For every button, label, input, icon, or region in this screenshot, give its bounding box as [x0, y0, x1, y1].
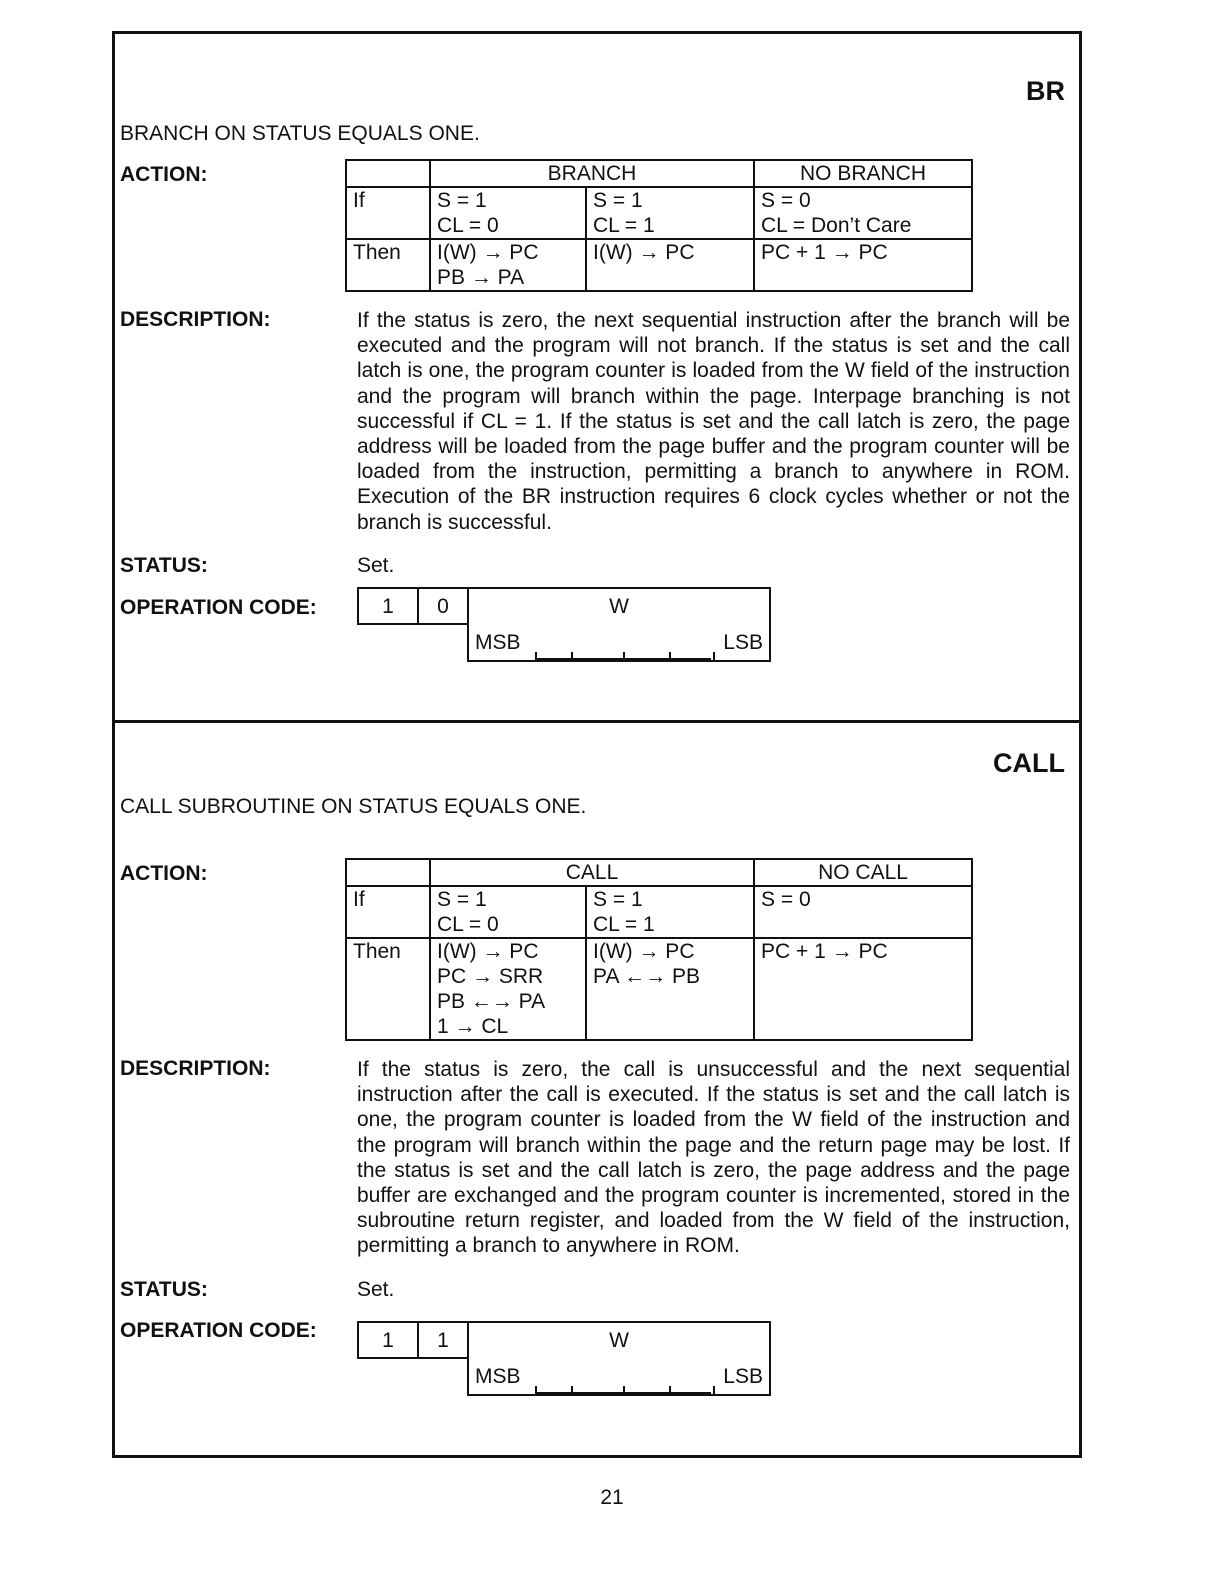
br-description: If the status is zero, the next sequential instruction after the branch will be executed and the program will not branch. If the status is set and the call latch is one, the program counter is loaded from the W field of the instruction and the program will branch within the page. Interpage branching is not successful if CL = 1. If the status is set and the call latch is zero, the page address will be loaded from the page buffer and the program counter will be loaded from the instruction, permitting a branch to anywhere in ROM. Execution of the BR instruction requires 6 clock cycles whether or not the branch is successful.: [357, 309, 1070, 534]
cell-line: CL = Don’t Care: [761, 214, 912, 237]
table-row: [346, 886, 972, 938]
cell-line: PC → SRR: [437, 965, 544, 988]
table-header-row: [346, 160, 972, 187]
table-cell: [430, 239, 586, 291]
table-row: [346, 239, 972, 291]
bit-tick: [713, 652, 715, 660]
header-branch: BRANCH: [430, 160, 754, 187]
table-cell: [754, 886, 972, 938]
br-action-table: [345, 159, 973, 292]
call-status-label: STATUS:: [120, 1278, 208, 1301]
table-cell: [754, 239, 972, 291]
br-status-value: Set.: [357, 554, 395, 577]
row-if-label: If: [346, 187, 430, 239]
bit-scale: [535, 658, 711, 660]
bit-tick: [571, 1386, 573, 1394]
header-call: CALL: [430, 859, 754, 886]
table-cell: [754, 938, 972, 1040]
page-number: 21: [600, 1486, 624, 1509]
cell-line: PB → PA: [437, 266, 525, 289]
table-cell: [430, 886, 586, 938]
cell-line: PB ←→ PA: [437, 990, 546, 1013]
cell-line: I(W) → PC: [593, 940, 695, 963]
w-label: W: [609, 595, 629, 618]
br-action-label: ACTION:: [120, 163, 208, 186]
bit-tick: [713, 1386, 715, 1394]
table-cell: [754, 187, 972, 239]
bit-tick: [669, 1386, 671, 1394]
cell-line: I(W) → PC: [437, 940, 539, 963]
table-cell: [586, 886, 754, 938]
cell-line: S = 0: [761, 888, 811, 911]
cell-line: S = 1: [593, 888, 643, 911]
cell-line: CL = 1: [593, 214, 655, 237]
cell-line: CL = 1: [593, 913, 655, 936]
header-no-branch: NO BRANCH: [754, 160, 972, 187]
bit-tick: [571, 652, 573, 660]
table-header-row: [346, 859, 972, 886]
cell-line: PA ←→ PB: [593, 965, 700, 988]
table-cell: [586, 239, 754, 291]
table-row: [346, 187, 972, 239]
cell-line: I(W) → PC: [593, 241, 695, 264]
call-section: [112, 720, 1082, 1458]
bit-tick: [535, 1386, 537, 1394]
w-label: W: [609, 1329, 629, 1352]
br-status-label: STATUS:: [120, 554, 208, 577]
row-if-label: If: [346, 886, 430, 938]
table-row: [346, 938, 972, 1040]
table-cell: [586, 187, 754, 239]
cell-line: CL = 0: [437, 913, 499, 936]
opcode-bit-2: 0: [417, 587, 469, 625]
header-no-call: NO CALL: [754, 859, 972, 886]
call-description-label: DESCRIPTION:: [120, 1057, 271, 1080]
bit-tick: [669, 652, 671, 660]
table-cell: [586, 938, 754, 1040]
call-action-label: ACTION:: [120, 862, 208, 885]
cell-line: CL = 0: [437, 214, 499, 237]
call-description: If the status is zero, the call is unsuccessful and the next sequential instruction after the call is executed. If the status is set and the call latch is one, the program counter is loaded from the W field of the instruction and the program will branch within the page and the return page may be lost. If the status is set and the call latch is zero, the page address and the page buffer are exchanged and the program counter is incremented, stored in the subroutine return register, and loaded from the W field of the instruction, permitting a branch to anywhere in ROM.: [357, 1058, 1070, 1258]
msb-label: MSB: [475, 1365, 521, 1388]
cell-line: S = 0: [761, 189, 811, 212]
cell-line: S = 1: [593, 189, 643, 212]
table-cell: [430, 187, 586, 239]
cell-line: PC + 1 → PC: [761, 940, 888, 963]
opcode-bit-1: 1: [357, 587, 419, 625]
row-then-label: Then: [346, 239, 430, 291]
cell-line: S = 1: [437, 189, 487, 212]
bit-tick: [623, 652, 625, 660]
cell-line: S = 1: [437, 888, 487, 911]
br-mnemonic: BR: [1026, 76, 1065, 106]
opcode-w-field: [467, 587, 771, 662]
opcode-bit-1: 1: [357, 1321, 419, 1359]
br-section: [112, 31, 1082, 723]
opcode-w-field: [467, 1321, 771, 1396]
call-mnemonic: CALL: [993, 748, 1065, 778]
cell-line: PC + 1 → PC: [761, 241, 888, 264]
lsb-label: LSB: [723, 631, 763, 654]
bit-scale: [535, 1392, 711, 1394]
header-empty: [346, 859, 430, 886]
cell-line: 1 → CL: [437, 1015, 509, 1038]
lsb-label: LSB: [723, 1365, 763, 1388]
msb-label: MSB: [475, 631, 521, 654]
br-subtitle: BRANCH ON STATUS EQUALS ONE.: [120, 122, 480, 145]
opcode-bit-2: 1: [417, 1321, 469, 1359]
bit-tick: [535, 652, 537, 660]
row-then-label: Then: [346, 938, 430, 1040]
call-opcode-label: OPERATION CODE:: [120, 1319, 317, 1342]
call-subtitle: CALL SUBROUTINE ON STATUS EQUALS ONE.: [120, 795, 587, 818]
br-description-label: DESCRIPTION:: [120, 308, 271, 331]
bit-tick: [623, 1386, 625, 1394]
call-status-value: Set.: [357, 1278, 395, 1301]
call-action-table: [345, 858, 973, 1041]
header-empty: [346, 160, 430, 187]
cell-line: I(W) → PC: [437, 241, 539, 264]
table-cell: [430, 938, 586, 1040]
br-opcode-label: OPERATION CODE:: [120, 596, 317, 619]
